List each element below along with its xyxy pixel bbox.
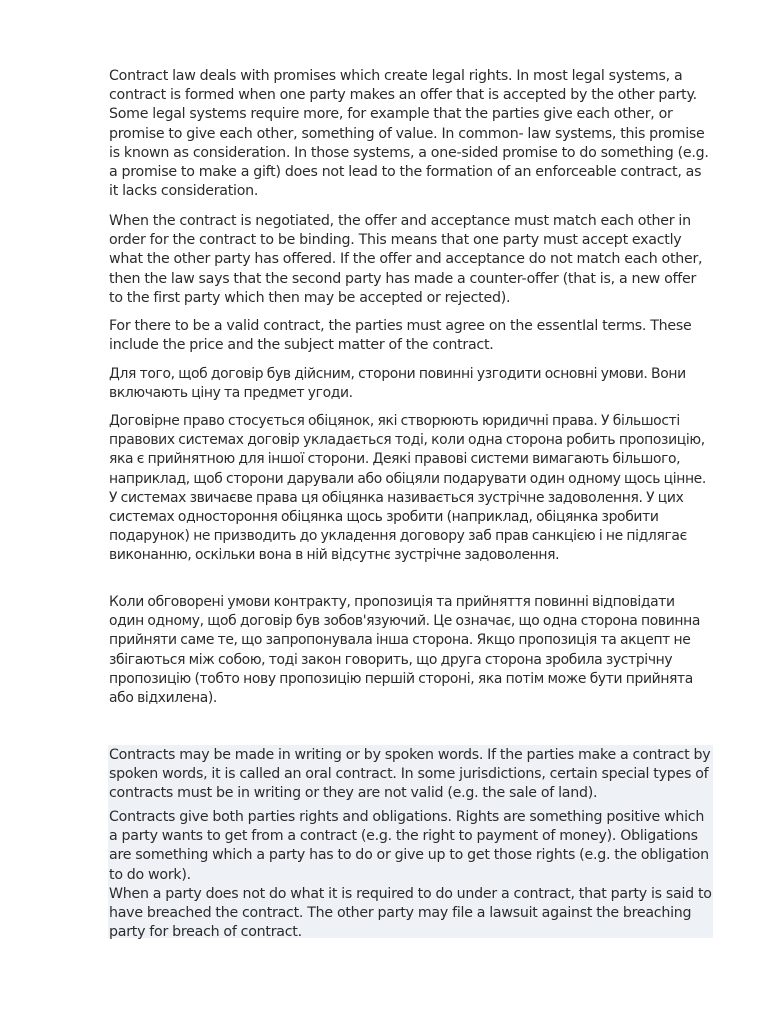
paragraph-rights-obligations: Contracts give both parties rights and obligations. Rights are something positive which a party wants to get from a contract (e.g. the right to payment of money). Obligations are something which a party has to do or give up to get those rights (e.g. the obligation to do work). (109, 809, 709, 883)
paragraph-contract-law-intro: Contract law deals with promises which create legal rights. In most legal systems, a contract is formed when one party makes an offer that is accepted by the other party. Some legal systems require more, for example that the parties give each other, or promise to give each other, something of value. In common- law systems, this promise is known as consideration. In those systems, a one-sided promise to do something (e.g. a promise to make a gift) does not lead to the formation of an enforceable contract, as it lacks consideration. (109, 68, 709, 200)
paragraph-offer-acceptance: When the contract is negotiated, the offer and acceptance must match each other in order for the contract to be binding. This means that one party must accept exactly what the other party has offered. If the offer and acceptance do not match each other, then the law says that the second party has made a counter-offer (that is, a new offer to the first party which then may be accepted or rejected). (109, 213, 703, 306)
paragraph-offer-acceptance-uk: Коли обговорені умови контракту, пропозиція та прийняття повинні відповідати один одному, щоб договір був зобов'язуючий. Це означає, що одна сторона повинна прийняти саме те, що запропонувала інша сторона. Якщо пропозиція та акцепт не збігаються між собою, тоді закон говорить, що друга сторона зробила зустрічну пропозицію (тобто нову пропозицію першій стороні, яка потім може бути прийнята або відхилена). (109, 594, 701, 707)
paragraph-contract-law-intro-uk: Договірне право стосується обіцянок, які створюють юридичні права. У більшості правових системах договір укладається тоді, коли одна сторона робить пропозицію, яка є прийнятною для іншої сторони. Деякі правові системи вимагають більшого, наприклад, щоб сторони дарували або обіцяли подарувати один одному щось цінне. У системах звичаєве права ця обіцянка називається зустрічне задоволення. У цих системах одностороння обіцянка щось зробити (наприклад, обіцянка зробити подарунок) не призводить до укладення договору заб прав санкцією і не підлягає виконанню, оскільки вона в ній відсутнє зустрічне задоволення. (109, 413, 706, 564)
paragraph-valid-contract-uk: Для того, щоб договір був дійсним, сторони повинні узгодити основні умови. Вони включають ціну та предмет угоди. (109, 366, 686, 402)
paragraph-valid-contract: For there to be a valid contract, the parties must agree on the essentIal terms. These include the price and the subject matter of the contract. (109, 318, 692, 354)
paragraph-breach-of-contract: When a party does not do what it is required to do under a contract, that party is said to have breached the contract. The other party may file a lawsuit against the breaching party for breach of contract. (109, 886, 712, 941)
paragraph-written-oral-contracts: Contracts may be made in writing or by spoken words. If the parties make a contract by spoken words, it is called an oral contract. In some jurisdictions, certain special types of contracts must be in writing or they are not valid (e.g. the sale of land). (109, 747, 711, 802)
